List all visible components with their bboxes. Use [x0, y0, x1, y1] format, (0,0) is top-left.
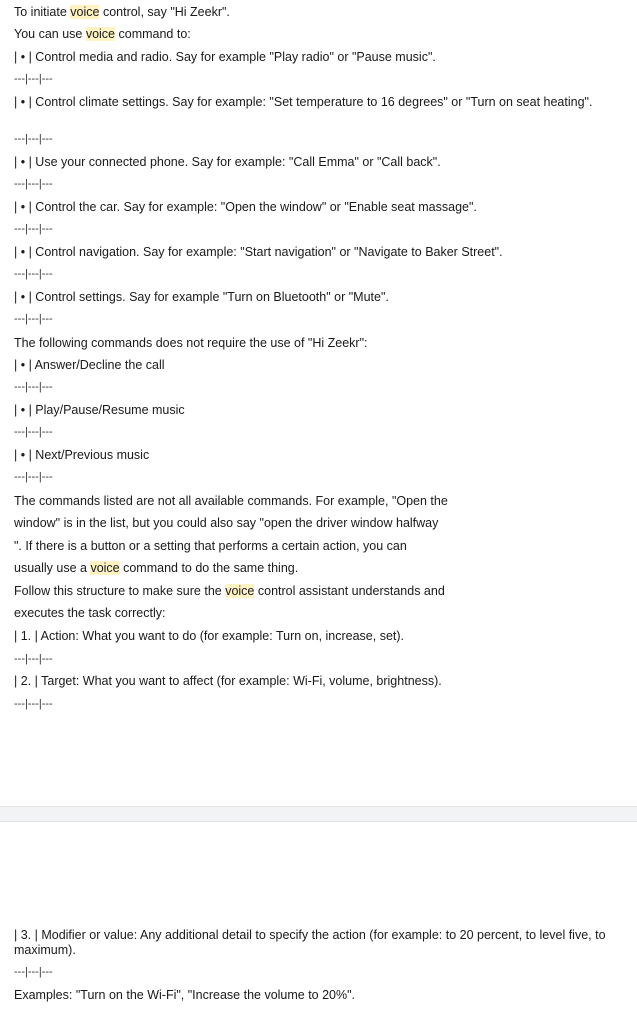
- list-item-phone: | • | Use your connected phone. Say for example: "Call Emma" or "Call back".: [14, 155, 441, 169]
- table-separator: ---|---|---: [14, 268, 53, 280]
- paragraph-line: usually use a voice command to do the same thing.: [14, 561, 299, 575]
- list-item-settings: | • | Control settings. Say for example "Turn on Bluetooth" or "Mute".: [14, 290, 389, 304]
- paragraph-line: executes the task correctly:: [14, 606, 166, 620]
- list-item-navigation: | • | Control navigation. Say for example: "Start navigation" or "Navigate to Baker Street".: [14, 245, 503, 259]
- search-highlight: voice: [70, 5, 100, 19]
- list-item-play: | • | Play/Pause/Resume music: [14, 403, 185, 417]
- paragraph-line: The commands listed are not all available commands. For example, "Open the: [14, 494, 448, 508]
- list-item-step-2: | 2. | Target: What you want to affect (for example: Wi-Fi, volume, brightness).: [14, 674, 442, 688]
- list-item-step-1: | 1. | Action: What you want to do (for example: Turn on, increase, set).: [14, 629, 405, 643]
- paragraph-line: window" is in the list, but you could also say "open the driver window halfway: [14, 516, 439, 530]
- list-item-climate: | • | Control climate settings. Say for example: "Set temperature to 16 degrees" or "Turn on seat heating".: [14, 95, 593, 109]
- text-line-examples: Examples: "Turn on the Wi-Fi", "Increase the volume to 20%".: [14, 988, 356, 1002]
- page-break: [0, 806, 637, 822]
- search-highlight: voice: [85, 27, 116, 41]
- list-item-call: | • | Answer/Decline the call: [14, 358, 165, 372]
- list-item-next: | • | Next/Previous music: [14, 448, 150, 462]
- table-separator: ---|---|---: [14, 313, 53, 325]
- document-page-2: [0, 822, 637, 1015]
- table-separator: ---|---|---: [14, 966, 53, 978]
- text-line-no-wake-intro: The following commands does not require the use of "Hi Zeekr":: [14, 336, 368, 350]
- list-item-car: | • | Control the car. Say for example: "Open the window" or "Enable seat massage".: [14, 200, 477, 214]
- table-separator: ---|---|---: [14, 653, 53, 665]
- text-line-intro-1: To initiate voice control, say "Hi Zeekr".: [14, 5, 230, 19]
- table-separator: ---|---|---: [14, 133, 53, 145]
- table-separator: ---|---|---: [14, 73, 53, 85]
- list-item-step-3: | 3. | Modifier or value: Any additional detail to specify the action (for example: to 20 percent, to level five, to maximum).: [14, 928, 606, 957]
- paragraph-line: ". If there is a button or a setting that performs a certain action, you can: [14, 539, 407, 553]
- list-item-media: | • | Control media and radio. Say for example "Play radio" or "Pause music".: [14, 50, 436, 64]
- table-separator: ---|---|---: [14, 178, 53, 190]
- table-separator: ---|---|---: [14, 223, 53, 235]
- table-separator: ---|---|---: [14, 426, 53, 438]
- text-line-intro-2: You can use voice command to:: [14, 27, 191, 41]
- search-highlight: voice: [90, 561, 120, 575]
- table-separator: ---|---|---: [14, 381, 53, 393]
- search-highlight: voice: [225, 584, 255, 598]
- table-separator: ---|---|---: [14, 698, 53, 710]
- table-separator: ---|---|---: [14, 471, 53, 483]
- paragraph-line: Follow this structure to make sure the voice control assistant understands and: [14, 584, 445, 598]
